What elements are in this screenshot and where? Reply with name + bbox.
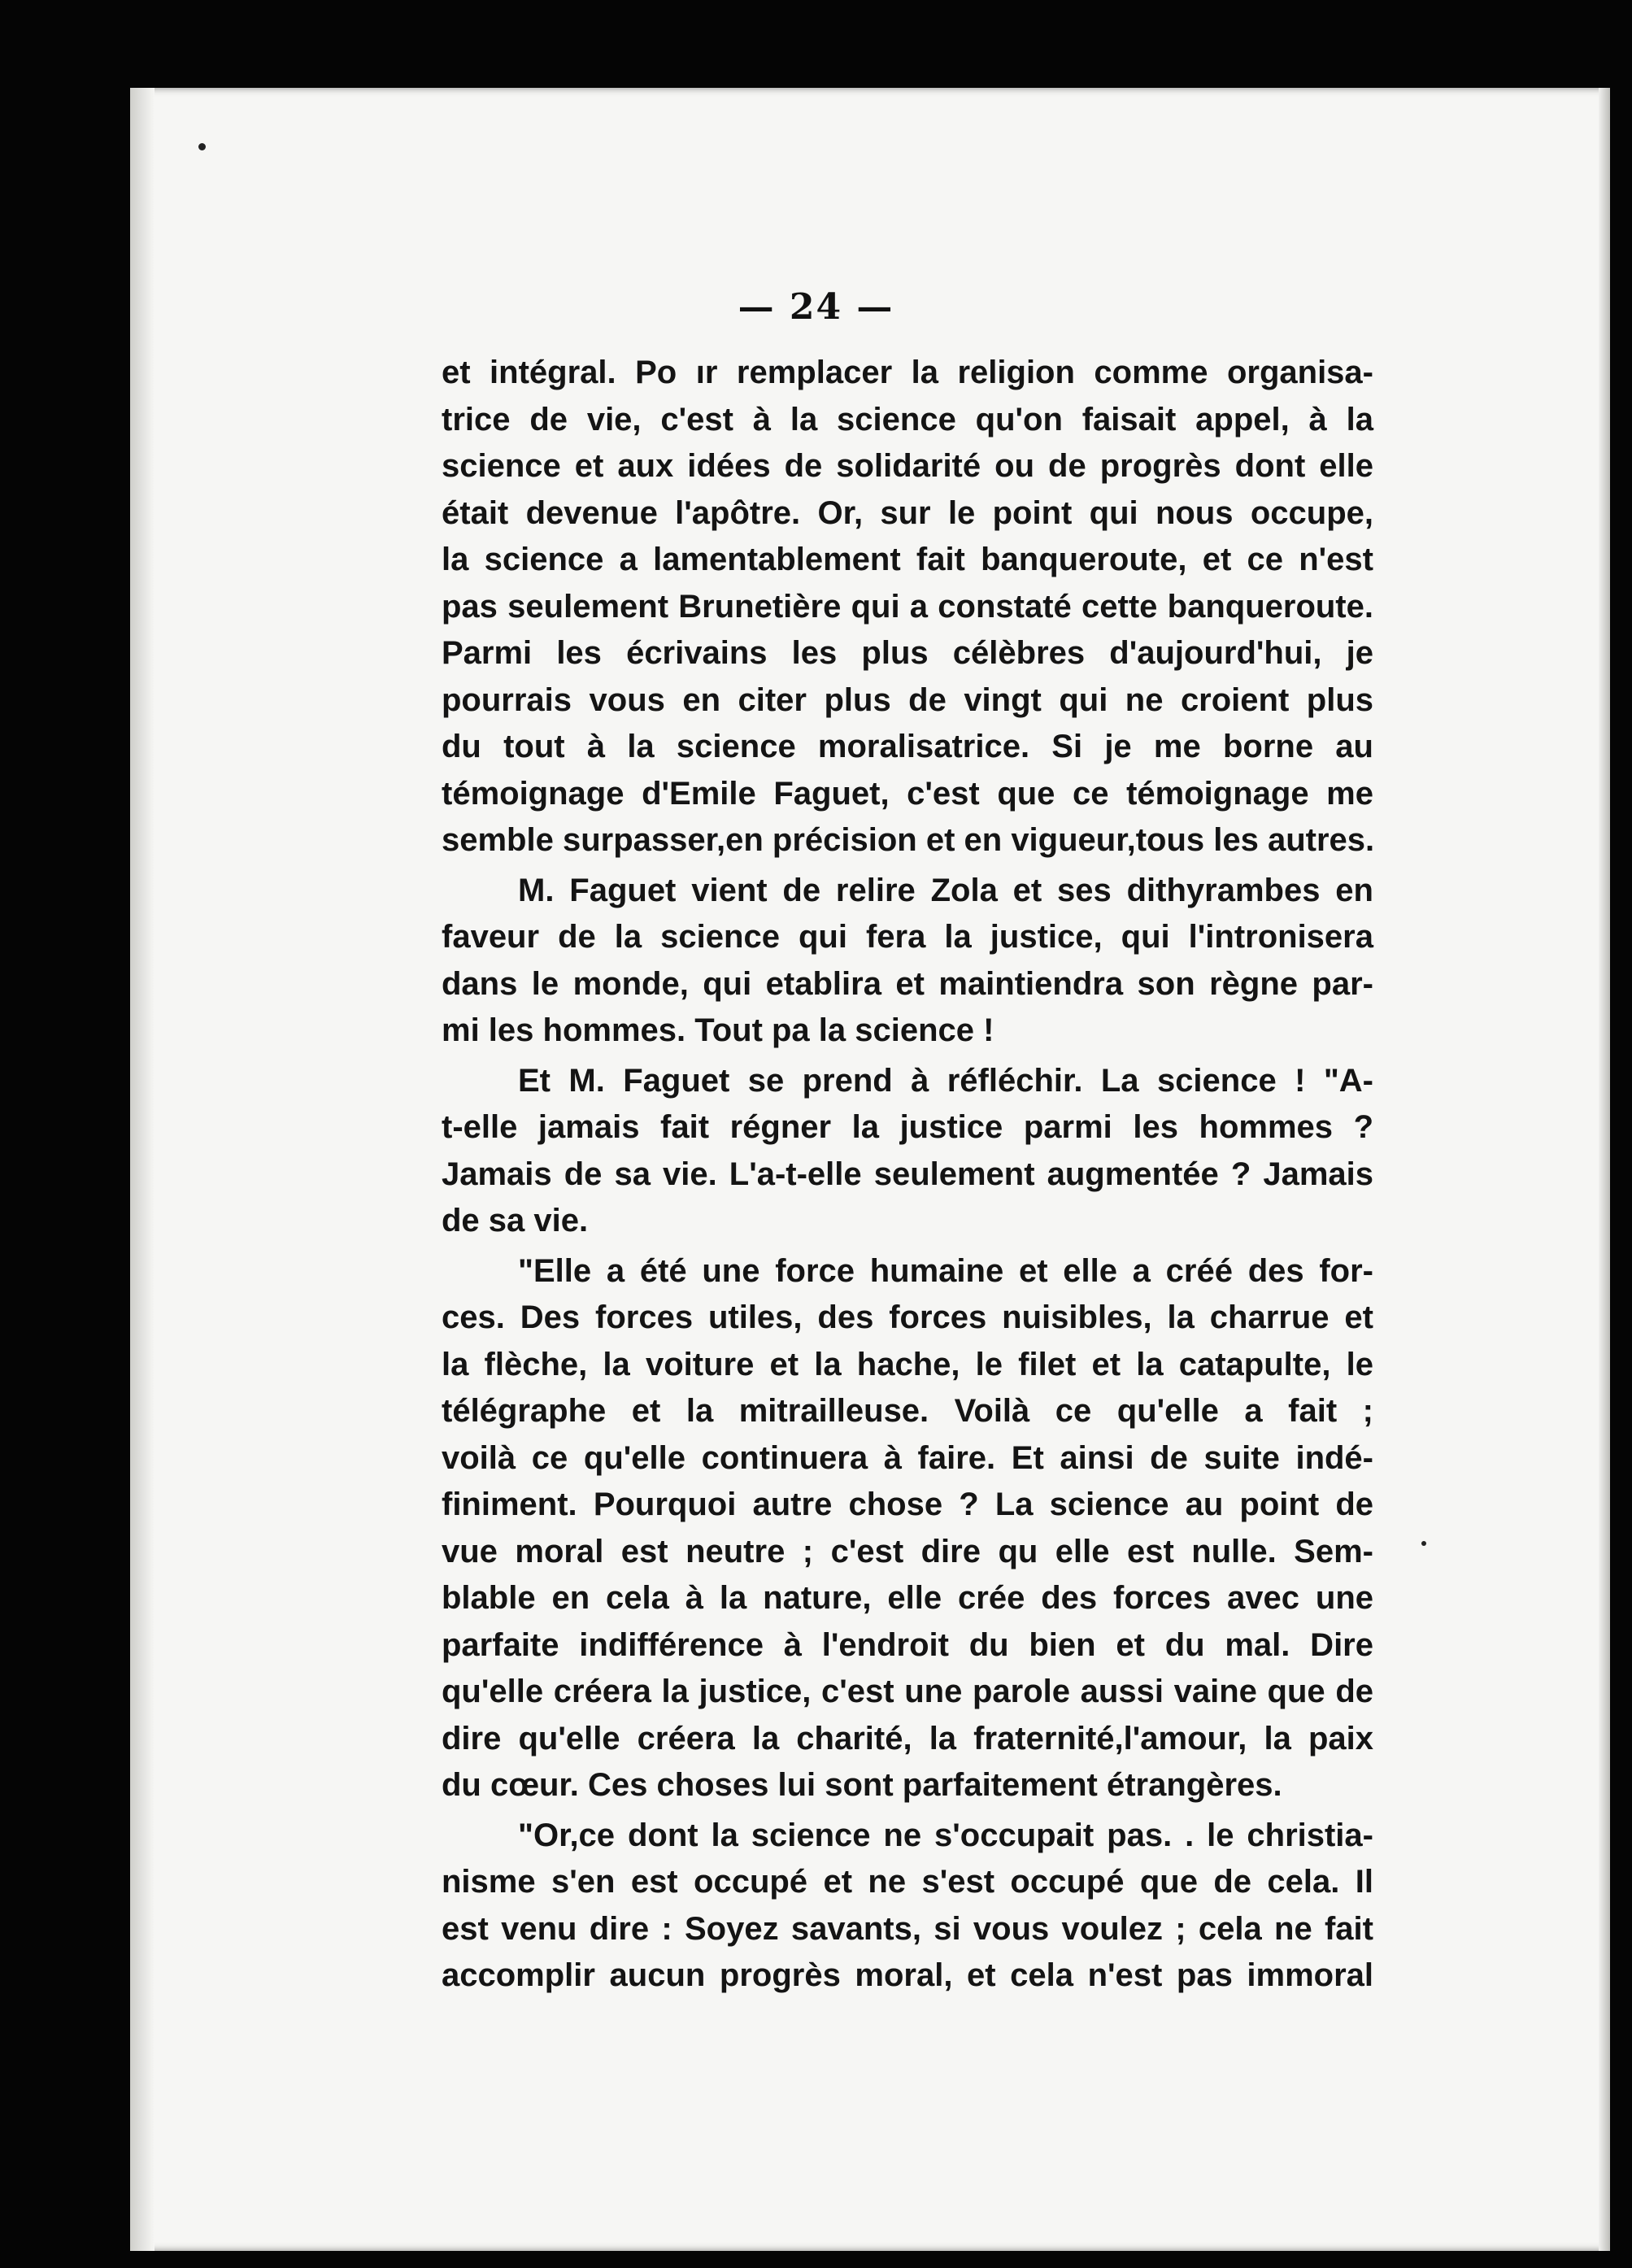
text-line: était devenue l'apôtre. Or, sur le point qui nous occupe, [442, 494, 1373, 531]
text-line: "Elle a été une force humaine et elle a créé des for- [518, 1252, 1373, 1289]
text-line: de sa vie. [442, 1203, 589, 1238]
text-line: la flèche, la voiture et la hache, le filet et la catapulte, le [442, 1346, 1373, 1382]
text-line: semble surpasser,en précision et en vigueur,tous les autres. [442, 822, 1375, 858]
text-line: du tout à la science moralisatrice. Si je me borne au [442, 729, 1373, 764]
text-line: dire qu'elle créera la charité, la fraternité,l'amour, la paix [442, 1720, 1373, 1757]
text-line: Et M. Faguet se prend à réfléchir. La science ! "A- [518, 1062, 1373, 1099]
text-line: science et aux idées de solidarité ou de progrès dont elle [442, 448, 1373, 484]
text-line: ces. Des forces utiles, des forces nuisibles, la charrue et [442, 1299, 1373, 1335]
text-line: vue moral est neutre ; c'est dire qu elle est nulle. Sem- [442, 1533, 1373, 1569]
text-line: nisme s'en est occupé et ne s'est occupé que de cela. Il [442, 1864, 1373, 1900]
text-line: parfaite indifférence à l'endroit du bien et du mal. Dire [442, 1626, 1373, 1663]
text-line: t-elle jamais fait régner la justice parmi les hommes ? [442, 1109, 1373, 1145]
text-line: et intégral. Po ır remplacer la religion comme organisa- [442, 355, 1373, 390]
body-text [442, 350, 1373, 2000]
text-line: "Or,ce dont la science ne s'occupait pas. . le christia- [518, 1817, 1373, 1853]
text-line: dans le monde, qui etablira et maintiendra son règne par- [442, 965, 1373, 1002]
text-line: du cœur. Ces choses lui sont parfaitement étrangères. [442, 1767, 1282, 1803]
text-line: Parmi les écrivains les plus célèbres d'aujourd'hui, je [442, 635, 1373, 671]
text-line: M. Faguet vient de relire Zola et ses dithyrambes en [518, 872, 1373, 908]
scan-speck [1421, 1541, 1426, 1546]
text-line: mi les hommes. Tout pa la science ! [442, 1012, 994, 1048]
page-gutter-shadow [130, 88, 154, 2251]
text-line: accomplir aucun progrès moral, et cela n'est pas immoral [442, 1957, 1373, 1993]
text-line: pourrais vous en citer plus de vingt qui ne croient plus [442, 681, 1373, 718]
page-number: — 24 — [738, 286, 894, 328]
text-line: finiment. Pourquoi autre chose ? La science au point de [442, 1487, 1373, 1522]
page-right-edge [1599, 88, 1610, 2251]
text-line: qu'elle créera la justice, c'est une parole aussi vaine que de [442, 1674, 1373, 1709]
text-line: Jamais de sa vie. L'a-t-elle seulement augmentée ? Jamais [442, 1156, 1373, 1192]
text-line: blable en cela à la nature, elle crée des forces avec une [442, 1580, 1373, 1616]
text-line: est venu dire : Soyez savants, si vous voulez ; cela ne fait [442, 1910, 1373, 1947]
text-line: pas seulement Brunetière qui a constaté cette banqueroute. [442, 588, 1373, 625]
text-line: la science a lamentablement fait banqueroute, et ce n'est [442, 542, 1373, 577]
text-line: voilà ce qu'elle continuera à faire. Et ainsi de suite indé- [442, 1439, 1373, 1476]
scan-speck [198, 143, 206, 150]
text-line: témoignage d'Emile Faguet, c'est que ce témoignage me [442, 775, 1373, 812]
text-line: télégraphe et la mitrailleuse. Voilà ce qu'elle a fait ; [442, 1393, 1373, 1429]
text-line: faveur de la science qui fera la justice, qui l'intronisera [442, 919, 1373, 955]
text-line: trice de vie, c'est à la science qu'on faisait appel, à la [442, 401, 1373, 437]
